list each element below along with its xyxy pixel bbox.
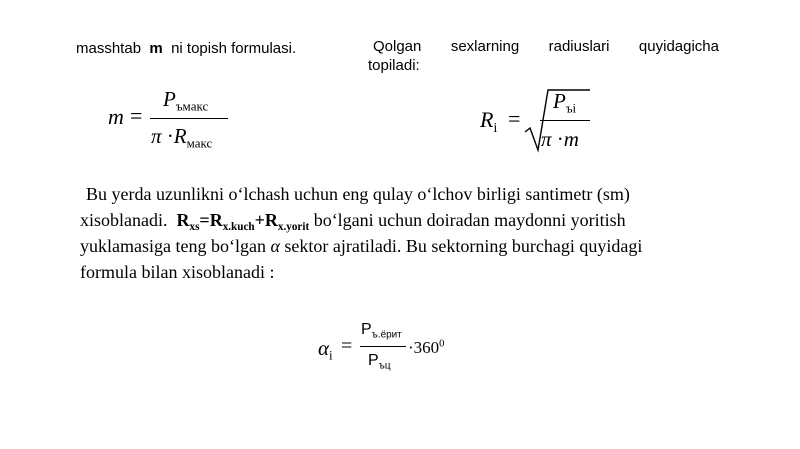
formula-alpha-multiplier: [408, 338, 444, 358]
right-heading-line1: [373, 38, 719, 55]
paragraph-line-2: [80, 207, 626, 233]
formula-r-num-var: P: [553, 89, 566, 113]
left-heading-part2: ni topish formulasi.: [171, 40, 297, 57]
formula-r-denominator: [541, 127, 579, 152]
r-yorit-var: R: [264, 210, 278, 230]
r-plus: +: [254, 210, 265, 230]
paragraph-line-2-end: bo‘lgani uchun doiradan maydonni yoritish: [313, 210, 626, 230]
formula-alpha-equals: =: [341, 335, 353, 357]
r-equals: =: [199, 210, 210, 230]
formula-m-fraction-line: [150, 118, 228, 119]
formula-m-denominator: [151, 124, 212, 149]
formula-r-fraction-line: [540, 120, 590, 121]
formula-r-den-var: m: [563, 127, 579, 151]
formula-r-equals: =: [508, 106, 521, 131]
paragraph-line-1: Bu yerda uzunlikni o‘lchash uchun eng qulay o‘lchov birligi santimetr (sm): [86, 184, 630, 204]
right-heading-word-2: sexlarning: [450, 38, 520, 55]
right-heading-word-3: radiuslari: [548, 38, 610, 55]
paragraph-line-3-end: sektor ajratiladi. Bu sektorning burchagi quyidagi: [284, 236, 643, 256]
formula-m-den-var: R: [173, 124, 187, 148]
formula-m-num-sub: ъмакс: [175, 98, 209, 114]
paragraph-line-3: [80, 233, 642, 259]
resistance-sum-formula: [176, 210, 310, 233]
formula-m-numerator: [163, 87, 208, 112]
formula-alpha-mult: ·360: [408, 338, 440, 357]
formula-alpha-num-var: P: [361, 321, 372, 338]
formula-m-num-var: P: [163, 87, 176, 111]
right-heading-word-4: quyidagicha: [638, 38, 719, 55]
formula-m-equals: =: [130, 103, 143, 128]
formula-r-numerator: [553, 89, 576, 114]
left-heading-part1: masshtab: [76, 40, 142, 57]
formula-alpha-lhs: α: [318, 336, 330, 360]
formula-m-den-sub: макс: [186, 135, 213, 151]
formula-r-den-pi: π: [541, 127, 552, 151]
paragraph-line-3-start: yuklamasiga teng bo‘lgan: [80, 236, 266, 256]
formula-r-den-dot: ·: [556, 127, 564, 151]
formula-r-lhs-sub: i: [493, 119, 498, 135]
r-kuch-var: R: [209, 210, 223, 230]
r-kuch-sub: x.kuch: [222, 220, 255, 233]
formula-alpha-den-var: P: [368, 352, 379, 369]
right-heading-word-1: Qolgan: [373, 38, 422, 55]
formula-m-den-pi: π: [151, 124, 162, 148]
formula-alpha-lhs-sub: i: [329, 347, 333, 363]
formula-alpha-sup: 0: [439, 338, 445, 350]
formula-alpha-den-sub: ъц: [378, 360, 391, 372]
alpha-symbol: α: [270, 236, 280, 256]
formula-m-den-dot: ·: [166, 124, 174, 148]
formula-r-num-sub: ъi: [565, 100, 577, 116]
paragraph-line-4: formula bilan xisoblanadi :: [80, 262, 275, 282]
paragraph-line-2-start: xisoblanadi.: [80, 210, 168, 230]
formula-alpha-lhs-group: [318, 336, 333, 361]
r-xs-sub: xs: [189, 220, 200, 233]
formula-alpha-num-sub: ъ.ёрит: [371, 329, 402, 341]
formula-m-lhs: m: [108, 104, 124, 129]
formula-alpha-fraction-line: [360, 346, 406, 347]
right-heading-line2: topiladi:: [368, 57, 420, 74]
right-heading: [373, 38, 719, 55]
left-heading-symbol: m: [149, 40, 163, 57]
formula-r-lhs: R: [480, 107, 494, 132]
r-xs-var: R: [176, 210, 190, 230]
r-yorit-sub: x.yorit: [277, 220, 310, 233]
formula-alpha-numerator: [361, 321, 402, 339]
left-heading: [76, 40, 296, 57]
formula-r-lhs-group: [480, 107, 497, 133]
formula-alpha-denominator: [368, 352, 391, 370]
